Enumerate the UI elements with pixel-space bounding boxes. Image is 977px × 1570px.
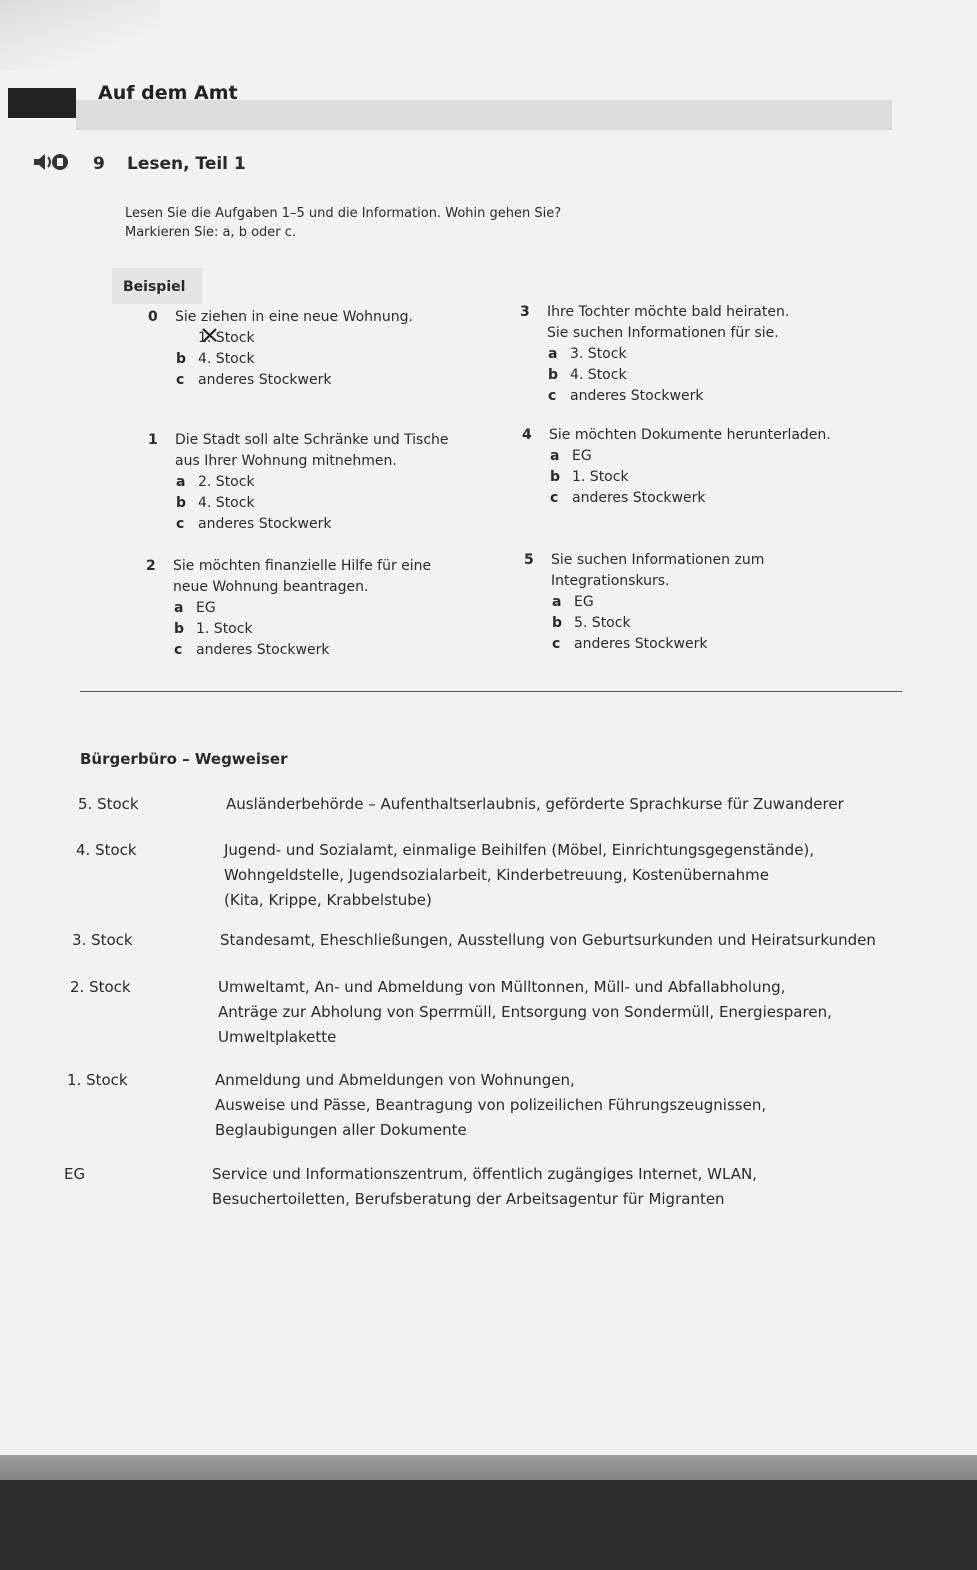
task-number: 4	[522, 427, 532, 443]
floor-description: Beglaubigungen aller Dokumente	[215, 1121, 467, 1139]
option-c[interactable]	[174, 640, 476, 661]
option-letter: c	[176, 372, 185, 388]
task-number: 0	[148, 309, 158, 325]
option-c[interactable]	[176, 370, 478, 391]
floor-label: 1. Stock	[67, 1071, 128, 1089]
floor-description: Umweltamt, An- und Abmeldung von Mülltonnen, Müll- und Abfallabholung,	[218, 978, 786, 996]
floor-description: Anträge zur Abholung von Sperrmüll, Entsorgung von Sondermüll, Energiesparen,	[218, 1003, 832, 1021]
task-question: Sie suchen Informationen für sie.	[547, 325, 779, 341]
option-a[interactable]	[174, 598, 476, 619]
task-question: Ihre Tochter möchte bald heiraten.	[547, 304, 790, 320]
option-letter: c	[174, 642, 183, 658]
option-text: anderes Stockwerk	[574, 636, 708, 652]
option-a[interactable]	[548, 344, 850, 365]
floor-label: 4. Stock	[76, 841, 137, 859]
option-text: 4. Stock	[198, 351, 255, 367]
checked-cross-icon	[200, 327, 220, 343]
option-text: anderes Stockwerk	[198, 516, 332, 532]
option-a[interactable]	[176, 472, 478, 493]
option-letter: b	[176, 351, 187, 367]
page-title: Auf dem Amt	[98, 82, 238, 104]
option-a[interactable]	[550, 446, 852, 467]
option-letter: a	[174, 600, 184, 616]
section-divider	[80, 691, 902, 692]
option-letter: c	[550, 490, 559, 506]
option-letter: a	[176, 474, 186, 490]
option-c[interactable]	[176, 514, 478, 535]
task-1	[148, 430, 478, 535]
option-text: 5. Stock	[574, 615, 631, 631]
floor-description: Ausländerbehörde – Aufenthaltserlaubnis, geförderte Sprachkurse für Zuwanderer	[226, 795, 844, 813]
option-letter: c	[552, 636, 561, 652]
option-text: 4. Stock	[570, 367, 627, 383]
option-text: anderes Stockwerk	[572, 490, 706, 506]
floor-description: Wohngeldstelle, Jugendsozialarbeit, Kinderbetreuung, Kostenübernahme	[224, 866, 770, 884]
option-c[interactable]	[550, 488, 852, 509]
page-corner-shadow	[0, 0, 160, 70]
task-3	[520, 302, 850, 407]
option-letter: a	[548, 346, 558, 362]
task-number: 2	[146, 558, 156, 574]
directory-row	[72, 928, 902, 953]
option-c[interactable]	[552, 634, 854, 655]
option-letter: b	[548, 367, 559, 383]
option-a[interactable]	[552, 592, 854, 613]
task-0	[148, 307, 478, 391]
floor-description: (Kita, Krippe, Krabbelstube)	[224, 891, 432, 909]
task-question: Sie ziehen in eine neue Wohnung.	[175, 309, 413, 325]
task-number: 5	[524, 552, 534, 568]
option-letter: b	[552, 615, 563, 631]
floor-description: Besuchertoiletten, Berufsberatung der Arbeitsagentur für Migranten	[212, 1190, 725, 1208]
floor-label: 5. Stock	[78, 795, 139, 813]
task-question: Sie suchen Informationen zum	[551, 552, 765, 568]
option-letter: a	[550, 448, 560, 464]
option-text: 3. Stock	[570, 346, 627, 362]
floor-label: 2. Stock	[70, 978, 131, 996]
option-b[interactable]	[174, 619, 476, 640]
option-text: 2. Stock	[198, 474, 255, 490]
section-title: Lesen, Teil 1	[127, 154, 246, 174]
option-text: EG	[574, 594, 594, 610]
option-text: anderes Stockwerk	[570, 388, 704, 404]
directory-row	[78, 792, 908, 817]
option-text: 4. Stock	[198, 495, 255, 511]
option-letter: b	[550, 469, 561, 485]
option-letter: c	[176, 516, 185, 532]
example-label: Beispiel	[123, 279, 186, 295]
header-band	[76, 100, 892, 130]
floor-description: Standesamt, Eheschließungen, Ausstellung von Geburtsurkunden und Heiratsurkunden	[220, 931, 876, 949]
floor-label: EG	[64, 1165, 86, 1183]
task-question: aus Ihrer Wohnung mitnehmen.	[175, 453, 397, 469]
section-number: 9	[93, 154, 105, 174]
floor-description: Service und Informationszentrum, öffentlich zugängiges Internet, WLAN,	[212, 1165, 757, 1183]
option-b[interactable]	[176, 349, 478, 370]
instructions	[125, 204, 561, 242]
task-number: 1	[148, 432, 158, 448]
task-question: Die Stadt soll alte Schränke und Tische	[175, 432, 449, 448]
task-2	[146, 556, 476, 661]
instruction-line: Lesen Sie die Aufgaben 1–5 und die Information. Wohin gehen Sie?	[125, 206, 562, 221]
dark-background-strip	[0, 1480, 977, 1570]
option-text: 1. Stock	[572, 469, 629, 485]
option-b[interactable]	[548, 365, 850, 386]
option-b[interactable]	[552, 613, 854, 634]
instruction-line: Markieren Sie: a, b oder c.	[125, 225, 297, 240]
floor-label: 3. Stock	[72, 931, 133, 949]
option-a[interactable]	[176, 328, 478, 349]
option-letter: b	[174, 621, 185, 637]
floor-description: Jugend- und Sozialamt, einmalige Beihilfen (Möbel, Einrichtungsgegenstände),	[224, 841, 815, 859]
option-letter: b	[176, 495, 187, 511]
option-text: anderes Stockwerk	[198, 372, 332, 388]
directory-row	[76, 838, 906, 913]
floor-description: Ausweise und Pässe, Beantragung von polizeilichen Führungszeugnissen,	[215, 1096, 767, 1114]
task-question: Sie möchten finanzielle Hilfe für eine	[173, 558, 432, 574]
audio-icon	[30, 150, 70, 174]
option-letter	[176, 328, 198, 349]
option-letter: a	[552, 594, 562, 610]
task-4	[522, 425, 852, 509]
task-question: neue Wohnung beantragen.	[173, 579, 369, 595]
option-b[interactable]	[176, 493, 478, 514]
directory-row	[67, 1068, 897, 1143]
option-text: EG	[572, 448, 592, 464]
task-question: Sie möchten Dokumente herunterladen.	[549, 427, 831, 443]
task-question: Integrationskurs.	[551, 573, 670, 589]
task-number: 3	[520, 304, 530, 320]
floor-description: Anmeldung und Abmeldungen von Wohnungen,	[215, 1071, 575, 1089]
option-text: 1. Stock	[196, 621, 253, 637]
option-b[interactable]	[550, 467, 852, 488]
option-text: 1. Stock	[198, 330, 255, 346]
task-5	[524, 550, 854, 655]
floor-description: Umweltplakette	[218, 1028, 337, 1046]
option-text: anderes Stockwerk	[196, 642, 330, 658]
directory-row	[64, 1162, 894, 1212]
option-text: EG	[196, 600, 216, 616]
option-letter: c	[548, 388, 557, 404]
directory-title: Bürgerbüro – Wegweiser	[80, 750, 288, 768]
option-c[interactable]	[548, 386, 850, 407]
header-dark-block	[8, 88, 76, 118]
directory-row	[70, 975, 900, 1050]
